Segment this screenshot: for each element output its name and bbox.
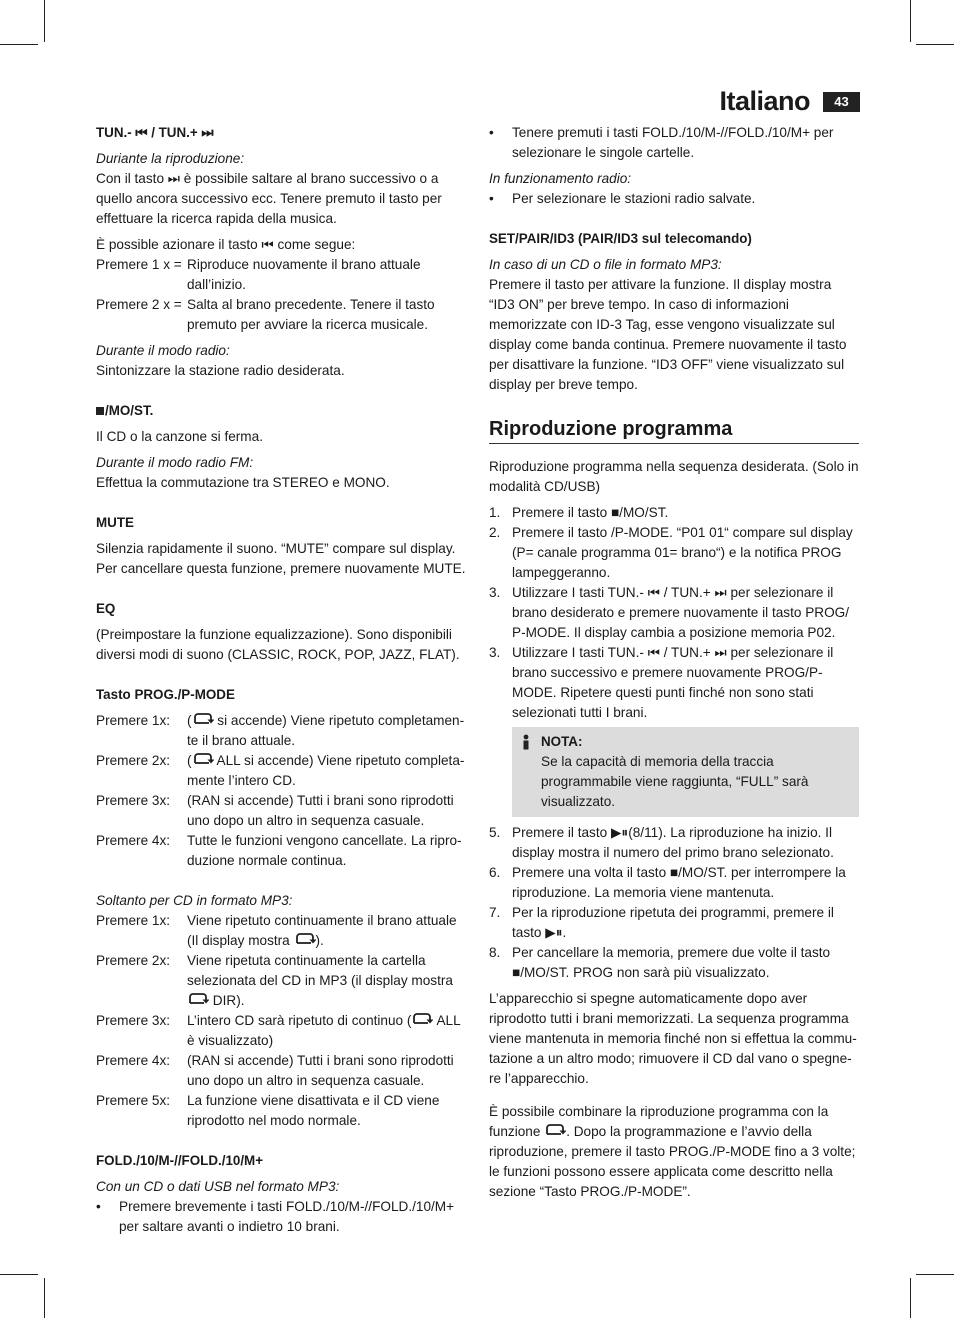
- step-number: 3.: [489, 645, 501, 660]
- row-text: La funzione viene disattivata e il CD viene riprodotto nel modo normale.: [187, 1093, 440, 1128]
- step-number: 1.: [489, 505, 501, 520]
- mo-heading: [96, 401, 466, 421]
- fold-label: Con un CD o dati USB nel formato MP3:: [96, 1179, 340, 1194]
- crop-mark: [0, 44, 38, 45]
- crop-mark: [910, 0, 911, 42]
- radio-label: In funzionamento radio:: [489, 171, 632, 186]
- row-label: Premere 4x:: [96, 833, 171, 848]
- row-label: Premere 1x:: [96, 913, 171, 928]
- fold-heading: FOLD./10/M-//FOLD./10/M+: [96, 1153, 264, 1168]
- mo-fm-text: Effettua la commutazione tra STEREO e MONO.: [96, 475, 390, 490]
- prog-row: [96, 791, 466, 831]
- combine-paragraph: [489, 1102, 859, 1202]
- row-pre: (: [187, 753, 192, 768]
- repeat-icon: [544, 1123, 566, 1137]
- row-label: Premere 2x:: [96, 953, 171, 968]
- crop-mark: [910, 1278, 911, 1318]
- mp3-row: [96, 911, 466, 951]
- bullet-text: Premere brevemente i tasti FOLD./10/M-//FOLD./10/M+ per saltare avanti o indietro 10 brani.: [119, 1199, 455, 1234]
- tun-heading: TUN.- ⏮ / TUN.+ ⏭: [96, 125, 214, 140]
- step-text: Premere una volta il tasto ■/MO/ST. per interrompere la riproduzione. La memoria viene mantenuta.: [512, 865, 846, 900]
- row-label: Premere 5x:: [96, 1093, 171, 1108]
- step-item: [489, 943, 859, 983]
- step-item: [489, 503, 859, 523]
- step-text: Premere il tasto ■/MO/ST.: [512, 505, 669, 520]
- note-title: NOTA:: [541, 734, 583, 749]
- eq-heading: EQ: [96, 601, 116, 616]
- tun-row: [96, 295, 466, 335]
- mute-text: Silenzia rapidamente il suono. “MUTE” compare sul display. Per cancellare questa funzione, premere nuovamente MUTE.: [96, 541, 466, 576]
- row-label: Premere 2x:: [96, 753, 171, 768]
- tun-playback-label: Duriante la riproduzione:: [96, 151, 245, 166]
- row-label: Premere 1x:: [96, 713, 171, 728]
- row-tail: DIR).: [209, 993, 245, 1008]
- tun-intro: È possible azionare il tasto ⏮ come segue:: [96, 237, 356, 252]
- step-number: 8.: [489, 945, 501, 960]
- mo-fm-label: Durante il modo radio FM:: [96, 455, 254, 470]
- tun-radio-text: Sintonizzare la stazione radio desiderata.: [96, 363, 345, 378]
- step-text: Utilizzare I tasti TUN.- ⏮ / TUN.+ ⏭ per selezionare il brano desiderato e premere nuovamente il tasto PROG/ P-MODE. Il display cambia a posizione memoria P02.: [512, 585, 850, 640]
- row-pre: (: [187, 713, 192, 728]
- left-column: [96, 123, 466, 1237]
- step-text: Per la riproduzione ripetuta dei programmi, premere il tasto ▶⏸.: [512, 905, 834, 940]
- mo-text: Il CD o la canzone si ferma.: [96, 429, 263, 444]
- prog-row: [96, 831, 466, 871]
- combine-pre: È possibile combinare la riproduzione programma con la funzione: [489, 1104, 829, 1139]
- step-item: [489, 863, 859, 903]
- row-post: si accende) Viene ripetuto completamente il brano attuale.: [187, 713, 465, 748]
- info-icon: [520, 734, 532, 750]
- mp3-row: [96, 1051, 466, 1091]
- row-text: [187, 751, 466, 791]
- stop-icon: [96, 407, 104, 415]
- step-item: [489, 903, 859, 943]
- mo-heading-text: /MO/ST.: [105, 403, 154, 418]
- crop-mark: [44, 1278, 45, 1318]
- section-intro: Riproduzione programma nella sequenza desiderata. (Solo in modalità CD/USB): [489, 459, 859, 494]
- step-text: Utilizzare I tasti TUN.- ⏮ / TUN.+ ⏭ per selezionare il brano successivo e premere nuovamente PROG/P-MODE. Ripetere questi punti finché non sono stati selezionati tutti I brani.: [512, 645, 834, 720]
- page-header: [0, 86, 860, 118]
- row-main: L’intero CD sarà ripetuto di continuo (: [187, 1013, 412, 1028]
- set-label: In caso di un CD o file in formato MP3:: [489, 257, 722, 272]
- prog-heading: Tasto PROG./P-MODE: [96, 687, 235, 702]
- combine-post: . Dopo la programmazione e l’avvio della riproduzione, premere il tasto PROG./P-MODE fino a 3 volte; le funzioni possono essere applicata come descritto nella sezione “Tasto PROG./P-MODE”.: [489, 1124, 856, 1199]
- repeat-icon: [294, 932, 316, 946]
- step-item: [489, 823, 859, 863]
- prog-row: [96, 711, 466, 751]
- row-text: [187, 951, 466, 1011]
- bullet-dot: •: [489, 125, 494, 140]
- row-text: Riproduce nuovamente il brano attuale dall’inizio.: [187, 257, 421, 292]
- tun-playback-text: Con il tasto ⏭ è possibile saltare al brano successivo o a quello ancora successivo ecc. Tenere premuto il tasto per effettuare la ricerca rapida della musica.: [96, 171, 442, 226]
- closing-paragraph: L’apparecchio si spegne automaticamente dopo aver riprodotto tutti i brani memorizzati. La sequenza programma viene mantenuta in memoria finché non si effettua la commutazione a un altro modo; rimuovere il CD dal vano o spegnere l’apparecchio.: [489, 991, 857, 1086]
- row-label: Premere 2 x =: [96, 297, 182, 312]
- bullet-item: [96, 1197, 466, 1237]
- row-text: Tutte le funzioni vengono cancellate. La riproduzione normale continua.: [187, 833, 462, 868]
- crop-mark: [44, 0, 45, 42]
- step-text: Per cancellare la memoria, premere due volte il tasto ■/MO/ST. PROG non sarà più visualizzato.: [512, 945, 831, 980]
- note-box: [512, 727, 859, 817]
- row-text: [187, 911, 466, 951]
- note-text: Se la capacità di memoria della traccia programmabile viene raggiunta, “FULL” sarà visualizzato.: [541, 754, 809, 809]
- bullet-item: [489, 123, 859, 163]
- row-post: ALL si accende) Viene ripetuto completamente l’intero CD.: [187, 753, 465, 788]
- bullet-text: Tenere premuti i tasti FOLD./10/M-//FOLD./10/M+ per selezionare le singole cartelle.: [512, 125, 834, 160]
- bullet-text: Per selezionare le stazioni radio salvate.: [512, 191, 756, 206]
- step-number: 2.: [489, 525, 501, 540]
- page-title: Italiano: [719, 86, 810, 116]
- row-text: [187, 1011, 466, 1051]
- row-tail: ALL è visualizzato): [187, 1013, 461, 1048]
- set-heading: SET/PAIR/ID3 (PAIR/ID3 sul telecomando): [489, 231, 752, 246]
- row-text: (RAN si accende) Tutti i brani sono riprodotti uno dopo un altro in sequenza casuale.: [187, 1053, 454, 1088]
- repeat-icon: [192, 712, 214, 726]
- crop-mark: [916, 44, 954, 45]
- tun-row: [96, 255, 466, 295]
- prog-row: [96, 751, 466, 791]
- row-label: Premere 4x:: [96, 1053, 171, 1068]
- repeat-icon: [187, 992, 209, 1006]
- row-label: Premere 3x:: [96, 1013, 171, 1028]
- row-main: Viene ripetuto continuamente il brano attuale (Il display mostra: [187, 913, 457, 948]
- row-label: Premere 3x:: [96, 793, 171, 808]
- crop-mark: [916, 1274, 954, 1275]
- tun-radio-label: Durante il modo radio:: [96, 343, 230, 358]
- row-main: Viene ripetuta continuamente la cartella selezionata del CD in MP3 (il display mostra: [187, 953, 453, 988]
- row-text: Salta al brano precedente. Tenere il tasto premuto per avviare la ricerca musicale.: [187, 297, 435, 332]
- step-item: [489, 583, 859, 643]
- mute-heading: MUTE: [96, 515, 134, 530]
- mp3-label: Soltanto per CD in formato MP3:: [96, 893, 293, 908]
- mp3-row: [96, 951, 466, 1011]
- row-label: Premere 1 x =: [96, 257, 182, 272]
- row-text: (RAN si accende) Tutti i brani sono riprodotti uno dopo un altro in sequenza casuale.: [187, 793, 454, 828]
- mp3-row: [96, 1091, 466, 1131]
- step-number: 7.: [489, 905, 501, 920]
- mp3-row: [96, 1011, 466, 1051]
- repeat-icon: [411, 1012, 433, 1026]
- eq-text: (Preimpostare la funzione equalizzazione). Sono disponibili diversi modi di suono (CLASSIC, ROCK, POP, JAZZ, FLAT).: [96, 627, 460, 662]
- section-title: Riproduzione programma: [489, 419, 859, 444]
- bullet-dot: •: [489, 191, 494, 206]
- repeat-icon: [192, 752, 214, 766]
- crop-mark: [0, 1274, 38, 1275]
- step-text: Premere il tasto /P-MODE. “P01 01“ compare sul display (P= canale programma 01= brano“) e la notifica PROG lampeggeranno.: [512, 525, 853, 580]
- step-number: 5.: [489, 825, 501, 840]
- page-number: 43: [823, 92, 860, 112]
- step-number: 6.: [489, 865, 501, 880]
- step-item: [489, 523, 859, 583]
- bullet-dot: •: [96, 1199, 101, 1214]
- step-text: Premere il tasto ▶⏸(8/11). La riproduzione ha inizio. Il display mostra il numero del primo brano selezionato.: [512, 825, 834, 860]
- step-item: [489, 643, 859, 723]
- step-number: 3.: [489, 585, 501, 600]
- bullet-item: [489, 189, 859, 209]
- right-column: [489, 123, 859, 1202]
- set-text: Premere il tasto per attivare la funzione. Il display mostra “ID3 ON” per breve tempo. In caso di informazioni memorizzate con ID-3 Tag, esse vengono visualizzate sul display come banda continua. Premere nuovamente il tasto per disattivare la funzione. “ID3 OFF” viene visualizzato sul display per breve tempo.: [489, 277, 847, 392]
- row-tail: ).: [315, 933, 324, 948]
- row-text: [187, 711, 466, 751]
